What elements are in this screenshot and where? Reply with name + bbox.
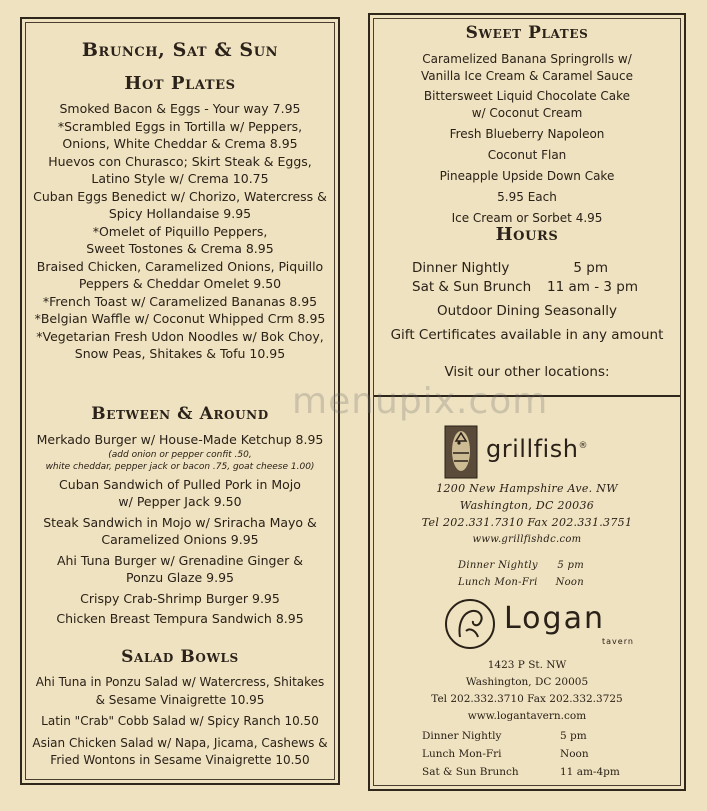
menu-line: Asian Chicken Salad w/ Napa, Jicama, Cashews &	[32, 735, 328, 750]
hours-row	[422, 763, 622, 781]
brunch-title: Brunch, Sat & Sun	[81, 39, 279, 61]
menu-line: Spicy Hollandaise 9.95	[108, 206, 252, 221]
hours-time: Noon	[555, 577, 584, 588]
menu-line: Vanilla Ice Cream & Caramel Sauce	[421, 69, 633, 83]
logan-wordmark: Logan	[504, 601, 605, 636]
phone-line: Tel 202.332.3710 Fax 202.332.3725	[431, 693, 623, 705]
visit-locations-note: Visit our other locations:	[444, 364, 610, 380]
menu-line: Ahi Tuna Burger w/ Grenadine Ginger &	[56, 552, 304, 568]
logan-address	[370, 657, 684, 725]
menu-line: Braised Chicken, Caramelized Onions, Piquillo	[36, 258, 324, 274]
hot-plates-list	[22, 100, 338, 363]
website-line: www.grillfishdc.com	[472, 534, 582, 545]
hours-time: 5 pm	[557, 560, 584, 571]
hours-time: Noon	[560, 748, 589, 760]
menu-line: Cuban Sandwich of Pulled Pork in Mojo	[59, 476, 301, 492]
menu-line: Latin "Crab" Cobb Salad w/ Spicy Ranch 10.50	[41, 714, 319, 728]
grillfish-name	[486, 435, 588, 463]
hours-label: Dinner Nightly	[458, 560, 538, 571]
menu-line: Pineapple Upside Down Cake	[439, 169, 615, 183]
hours-label: Lunch Mon-Fri	[422, 748, 502, 760]
logan-hours	[422, 727, 622, 781]
price-line: 5.95 Each	[497, 190, 557, 204]
phone-line: Tel 202.331.7310 Fax 202.331.3751	[421, 516, 633, 529]
menu-line: *Scrambled Eggs in Tortilla w/ Peppers,	[57, 118, 303, 134]
salad-bowls-heading: Salad Bowls	[121, 647, 239, 667]
address-line: 1423 P St. NW	[487, 659, 567, 671]
address-line: 1200 New Hampshire Ave. NW	[436, 482, 618, 495]
hours-time: 11 am - 3 pm	[547, 279, 638, 295]
hot-plates-heading: Hot Plates	[124, 73, 236, 94]
menu-line: w/ Pepper Jack 9.50	[118, 494, 242, 509]
menu-line: Ice Cream or Sorbet 4.95	[451, 211, 603, 225]
outdoor-dining-note: Outdoor Dining Seasonally	[436, 303, 618, 319]
menu-line: Latino Style w/ Crema 10.75	[91, 171, 269, 186]
hours-time: 5 pm	[573, 260, 608, 276]
menu-line: Huevos con Churasco; Skirt Steak & Eggs,	[48, 153, 312, 169]
hours-label: Sat & Sun Brunch	[422, 766, 519, 778]
hours-row	[422, 727, 622, 745]
hours-label: Dinner Nightly	[422, 730, 502, 742]
logan-logo-icon	[442, 597, 498, 651]
menu-line: Chicken Breast Tempura Sandwich 8.95	[56, 611, 304, 626]
menu-line: Sweet Tostones & Crema 8.95	[86, 241, 274, 256]
logan-subtitle: tavern	[602, 637, 634, 646]
menu-line: Caramelized Banana Springrolls w/	[422, 52, 632, 66]
menu-line: Merkado Burger w/ House-Made Ketchup 8.95	[36, 432, 324, 447]
sweet-plates-heading: Sweet Plates	[465, 23, 589, 43]
menu-line: *French Toast w/ Caramelized Bananas 8.95	[42, 293, 318, 309]
menu-line: Coconut Flan	[487, 148, 567, 162]
hours-row	[422, 745, 622, 763]
between-around-list	[22, 431, 338, 628]
menu-line: Bittersweet Liquid Chocolate Cake	[423, 89, 631, 103]
menu-line: & Sesame Vinaigrette 10.95	[95, 692, 265, 707]
grillfish-wordmark: grillfish	[486, 435, 579, 463]
menu-line: Ponzu Glaze 9.95	[126, 570, 234, 585]
address-line: Washington, DC 20036	[459, 499, 595, 512]
grillfish-logo-icon	[444, 425, 478, 479]
hours-heading: Hours	[495, 224, 559, 245]
hours-row	[412, 278, 638, 297]
hours-row	[412, 259, 638, 278]
menu-line: Steak Sandwich in Mojo w/ Sriracha Mayo &	[43, 514, 317, 530]
grillfish-address	[370, 480, 684, 548]
menu-line: Peppers & Cheddar Omelet 9.50	[78, 276, 282, 291]
menu-line: Cuban Eggs Benedict w/ Chorizo, Watercress &	[33, 188, 327, 204]
menu-line: *Omelet of Piquillo Peppers,	[92, 223, 268, 239]
grillfish-hours	[370, 557, 684, 591]
hours-list	[370, 259, 684, 297]
addon-note: white cheddar, pepper jack or bacon .75, goat cheese 1.00)	[45, 461, 315, 472]
menu-line: Caramelized Onions 9.95	[101, 532, 259, 547]
menu-line: Smoked Bacon & Eggs - Your way 7.95	[59, 101, 301, 116]
menu-line: *Vegetarian Fresh Udon Noodles w/ Bok Choy,	[36, 328, 324, 344]
menu-line: Fresh Blueberry Napoleon	[449, 127, 605, 141]
menu-line: w/ Coconut Cream	[471, 106, 583, 120]
menu-line: Fried Wontons in Sesame Vinaigrette 10.50	[50, 753, 310, 767]
salad-bowls-list	[22, 674, 338, 770]
address-line: Washington, DC 20005	[465, 676, 589, 688]
website-line: www.logantavern.com	[467, 710, 587, 722]
addon-note: (add onion or pepper confit .50,	[108, 449, 252, 460]
watermark: menupix.com	[292, 381, 549, 422]
between-around-heading: Between & Around	[91, 404, 269, 424]
gift-certificates-note: Gift Certificates available in any amount	[390, 327, 664, 343]
menu-line: Ahi Tuna in Ponzu Salad w/ Watercress, Shitakes	[35, 675, 325, 689]
hours-label: Dinner Nightly	[412, 260, 510, 276]
menu-line: *Belgian Waffle w/ Coconut Whipped Crm 8.95	[34, 311, 326, 326]
hours-time: 11 am-4pm	[560, 766, 620, 778]
menu-line: Onions, White Cheddar & Crema 8.95	[62, 136, 298, 151]
hours-row	[458, 574, 584, 591]
hours-label: Sat & Sun Brunch	[412, 279, 532, 295]
sweet-plates-list	[370, 50, 684, 228]
menu-line: Crispy Crab-Shrimp Burger 9.95	[80, 590, 280, 606]
menu-line: Snow Peas, Shitakes & Tofu 10.95	[74, 346, 286, 361]
hours-row	[458, 557, 584, 574]
hours-time: 5 pm	[560, 730, 587, 742]
registered-mark: ®	[578, 441, 588, 451]
hours-label: Lunch Mon-Fri	[458, 577, 538, 588]
